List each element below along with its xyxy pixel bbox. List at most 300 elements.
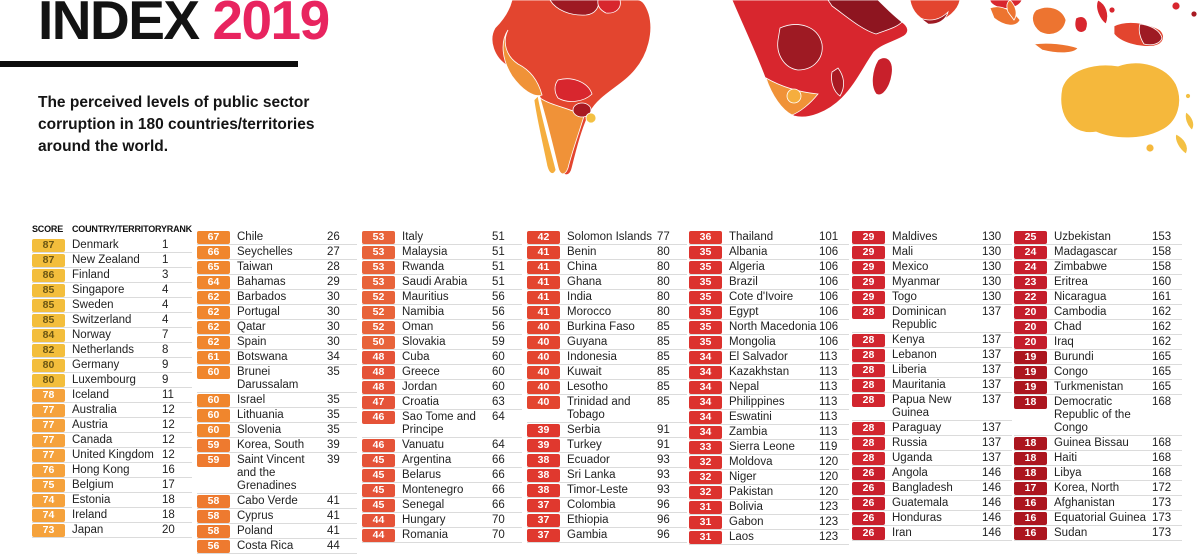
rank-value: 85 (657, 396, 670, 408)
score-badge: 20 (1014, 336, 1047, 349)
rank-value: 39 (327, 439, 340, 451)
table-row (689, 380, 849, 395)
country-name: Kenya (892, 334, 925, 346)
papua-new-guinea-region (1139, 24, 1162, 45)
country-name: Indonesia (567, 351, 617, 363)
rank-value: 130 (982, 246, 1002, 258)
score-badge: 44 (362, 514, 395, 527)
rank-value: 16 (162, 464, 175, 476)
country-name: Equatorial Guinea (1054, 512, 1147, 524)
table-row (527, 528, 687, 543)
table-row (32, 358, 192, 373)
rank-value: 27 (327, 246, 340, 258)
table-row (527, 290, 687, 305)
philippines-region (1097, 0, 1108, 24)
score-badge: 34 (689, 351, 722, 364)
table-row (197, 290, 357, 305)
rank-value: 18 (162, 509, 175, 521)
rank-value: 146 (982, 497, 1002, 509)
score-badge: 35 (689, 276, 722, 289)
rank-value: 28 (327, 261, 340, 273)
rank-value: 35 (327, 394, 340, 406)
country-name: Oman (402, 321, 434, 333)
table-row (197, 305, 357, 320)
table-row (852, 393, 1012, 421)
score-badge: 29 (852, 291, 885, 304)
score-badge: 37 (527, 514, 560, 527)
table-row (1014, 320, 1182, 335)
country-name: Spain (237, 336, 267, 348)
country-name: Australia (72, 404, 117, 416)
score-badge: 52 (362, 291, 395, 304)
table-row (689, 290, 849, 305)
rank-value: 168 (1152, 396, 1172, 408)
rank-value: 168 (1152, 452, 1172, 464)
rank-value: 26 (327, 231, 340, 243)
score-badge: 41 (527, 276, 560, 289)
score-badge: 34 (689, 396, 722, 409)
score-badge: 28 (852, 452, 885, 465)
country-name: Sri Lanka (567, 469, 616, 481)
title-divider (0, 61, 298, 67)
country-name: Mongolia (729, 336, 776, 348)
country-name: Germany (72, 359, 120, 371)
rank-value: 130 (982, 261, 1002, 273)
table-row (362, 230, 522, 245)
country-name: Costa Rica (237, 540, 294, 552)
table-row (527, 468, 687, 483)
score-badge: 39 (527, 424, 560, 437)
country-name: Slovakia (402, 336, 446, 348)
table-row (197, 509, 357, 524)
country-name: Mauritius (402, 291, 449, 303)
country-name: Saint Vincent and the Grenadines (237, 454, 305, 492)
score-badge: 64 (197, 276, 230, 289)
score-badge: 18 (1014, 452, 1047, 465)
table-row (689, 530, 849, 545)
country-name: Colombia (567, 499, 616, 511)
country-name: North Macedonia (729, 321, 817, 333)
rank-value: 85 (657, 321, 670, 333)
table-row (197, 245, 357, 260)
table-row (362, 245, 522, 260)
score-badge: 80 (32, 374, 65, 387)
country-name: Iceland (72, 389, 110, 401)
score-badge: 58 (197, 525, 230, 538)
rank-value: 7 (162, 329, 169, 341)
score-badge: 53 (362, 246, 395, 259)
score-badge: 82 (32, 344, 65, 357)
table-row (527, 438, 687, 453)
rank-value: 113 (819, 351, 838, 363)
rank-value: 35 (327, 366, 340, 378)
rank-value: 146 (982, 512, 1002, 524)
score-badge: 28 (852, 379, 885, 392)
table-row (689, 245, 849, 260)
score-badge: 78 (32, 389, 65, 402)
score-badge: 62 (197, 306, 230, 319)
score-badge: 77 (32, 434, 65, 447)
table-row (32, 238, 192, 253)
country-name: Netherlands (72, 344, 135, 356)
country-name: Botswana (237, 351, 288, 363)
score-badge: 38 (527, 454, 560, 467)
score-badge: 41 (527, 291, 560, 304)
table-row (689, 515, 849, 530)
country-name: Chile (237, 231, 264, 243)
country-name: Iran (892, 527, 912, 539)
country-name: Zambia (729, 426, 768, 438)
rank-value: 44 (327, 540, 340, 552)
fiji-dot (1186, 94, 1191, 99)
table-row (852, 496, 1012, 511)
country-name: New Zealand (72, 254, 140, 266)
table-row (689, 350, 849, 365)
score-badge: 29 (852, 246, 885, 259)
subtitle-text: The perceived levels of public sector corruption in 180 countries/territories around the world. (38, 94, 315, 155)
table-row (32, 478, 192, 493)
rank-value: 173 (1152, 512, 1172, 524)
score-badge: 85 (32, 284, 65, 297)
country-name: Bahamas (237, 276, 286, 288)
country-name: Hungary (402, 514, 446, 526)
score-badge: 66 (197, 246, 230, 259)
score-badge: 62 (197, 336, 230, 349)
country-name: Jordan (402, 381, 438, 393)
rank-column-header: RANK (166, 224, 192, 234)
score-badge: 35 (689, 246, 722, 259)
score-badge: 26 (852, 512, 885, 525)
country-name: Russia (892, 437, 928, 449)
score-badge: 26 (852, 527, 885, 540)
table-row (1014, 290, 1182, 305)
score-badge: 38 (527, 469, 560, 482)
rank-value: 85 (657, 381, 670, 393)
country-name: Lithuania (237, 409, 284, 421)
score-badge: 60 (197, 409, 230, 422)
country-name: Brazil (729, 276, 758, 288)
table-row (197, 539, 357, 554)
table-row (1014, 305, 1182, 320)
score-badge: 45 (362, 484, 395, 497)
table-row (852, 275, 1012, 290)
score-badge: 16 (1014, 512, 1047, 525)
score-badge: 47 (362, 396, 395, 409)
table-row (852, 260, 1012, 275)
table-row (1014, 365, 1182, 380)
page-title (38, 0, 329, 52)
table-row (32, 388, 192, 403)
rank-value: 106 (819, 246, 839, 258)
table-row (32, 448, 192, 463)
country-name: Slovenia (237, 424, 282, 436)
table-row (32, 523, 192, 538)
rank-value: 35 (327, 424, 340, 436)
table-row (1014, 230, 1182, 245)
score-badge: 80 (32, 359, 65, 372)
score-badge: 67 (197, 231, 230, 244)
table-row (197, 453, 357, 494)
world-map (450, 0, 1200, 200)
table-row (1014, 395, 1182, 436)
rank-value: 85 (657, 351, 670, 363)
rank-value: 130 (982, 291, 1002, 303)
score-badge: 37 (527, 499, 560, 512)
rank-value: 80 (657, 306, 670, 318)
country-name: Finland (72, 269, 110, 281)
table-row (689, 500, 849, 515)
ranking-column-1 (32, 224, 192, 538)
table-row (689, 395, 849, 410)
country-name: Iraq (1054, 336, 1074, 348)
rank-value: 106 (819, 276, 839, 288)
score-badge: 87 (32, 254, 65, 267)
score-badge: 74 (32, 494, 65, 507)
score-badge: 52 (362, 321, 395, 334)
score-badge: 75 (32, 479, 65, 492)
rank-value: 51 (492, 261, 505, 273)
score-badge: 76 (32, 464, 65, 477)
table-row (852, 363, 1012, 378)
country-name: Belarus (402, 469, 441, 481)
score-badge: 48 (362, 366, 395, 379)
country-name: Seychelles (237, 246, 293, 258)
score-badge: 16 (1014, 527, 1047, 540)
drc-region (778, 25, 823, 70)
country-name: El Salvador (729, 351, 788, 363)
table-row (852, 230, 1012, 245)
table-row (689, 485, 849, 500)
table-row (197, 350, 357, 365)
uruguay-region (586, 113, 596, 123)
rank-value: 106 (819, 336, 839, 348)
score-badge: 23 (1014, 276, 1047, 289)
rank-value: 161 (1152, 291, 1172, 303)
country-name: Cabo Verde (237, 495, 298, 507)
title-index: INDEX (38, 0, 199, 51)
score-badge: 20 (1014, 306, 1047, 319)
rank-value: 35 (327, 409, 340, 421)
score-badge: 26 (852, 497, 885, 510)
rank-value: 34 (327, 351, 340, 363)
rank-value: 39 (327, 454, 340, 466)
rank-value: 137 (982, 422, 1002, 434)
rank-value: 96 (657, 529, 670, 541)
rank-value: 93 (657, 469, 670, 481)
rank-value: 168 (1152, 467, 1172, 479)
table-row (1014, 245, 1182, 260)
score-badge: 25 (1014, 231, 1047, 244)
rank-value: 9 (162, 374, 169, 386)
philippines-island (1109, 7, 1115, 13)
rank-value: 93 (657, 454, 670, 466)
country-name: Qatar (237, 321, 266, 333)
table-row (852, 511, 1012, 526)
rank-value: 113 (819, 381, 838, 393)
rank-value: 173 (1152, 497, 1172, 509)
table-row (362, 468, 522, 483)
country-name: Cuba (402, 351, 430, 363)
country-name: Romania (402, 529, 449, 541)
table-row (689, 425, 849, 440)
table-row (852, 378, 1012, 393)
table-row (362, 260, 522, 275)
rank-value: 113 (819, 366, 838, 378)
rank-value: 66 (492, 499, 505, 511)
table-row (362, 395, 522, 410)
rank-value: 12 (162, 449, 175, 461)
country-name: Burkina Faso (567, 321, 635, 333)
country-name: Moldova (729, 456, 773, 468)
table-row (689, 275, 849, 290)
table-row (689, 365, 849, 380)
country-name: Mexico (892, 261, 929, 273)
rank-value: 60 (492, 381, 505, 393)
table-row (527, 335, 687, 350)
country-name: Nicaragua (1054, 291, 1107, 303)
rank-value: 8 (162, 344, 169, 356)
country-name: Greece (402, 366, 440, 378)
table-row (852, 305, 1012, 333)
table-row (852, 421, 1012, 436)
rank-value: 30 (327, 321, 340, 333)
country-name: Sudan (1054, 527, 1088, 539)
table-row (197, 438, 357, 453)
table-row (689, 335, 849, 350)
country-name: Austria (72, 419, 108, 431)
table-row (852, 290, 1012, 305)
score-badge: 35 (689, 321, 722, 334)
score-badge: 85 (32, 314, 65, 327)
ranking-column-2 (197, 230, 357, 554)
rank-value: 158 (1152, 261, 1172, 273)
rank-value: 120 (819, 456, 839, 468)
country-name: Egypt (729, 306, 759, 318)
rank-value: 165 (1152, 381, 1172, 393)
country-name: Norway (72, 329, 111, 341)
rank-value: 56 (492, 291, 505, 303)
country-name: Cyprus (237, 510, 274, 522)
table-row (1014, 350, 1182, 365)
table-row (197, 524, 357, 539)
table-row (362, 498, 522, 513)
score-badge: 40 (527, 321, 560, 334)
rank-value: 123 (819, 501, 839, 513)
table-row (527, 305, 687, 320)
java-region (1034, 43, 1078, 53)
score-badge: 35 (689, 261, 722, 274)
score-badge: 34 (689, 381, 722, 394)
table-row (852, 481, 1012, 496)
table-row (852, 245, 1012, 260)
table-row (197, 365, 357, 393)
score-badge: 46 (362, 411, 395, 424)
rank-value: 18 (162, 494, 175, 506)
country-name: Maldives (892, 231, 938, 243)
pacific-island-dot (1172, 2, 1180, 10)
rank-value: 4 (162, 314, 169, 326)
rank-value: 59 (492, 336, 505, 348)
table-row (852, 436, 1012, 451)
rank-value: 168 (1152, 437, 1172, 449)
rank-value: 85 (657, 366, 670, 378)
score-badge: 18 (1014, 467, 1047, 480)
score-badge: 77 (32, 449, 65, 462)
country-name: Bangladesh (892, 482, 953, 494)
rank-value: 146 (982, 467, 1002, 479)
table-row (527, 320, 687, 335)
rank-value: 96 (657, 514, 670, 526)
rank-value: 137 (982, 452, 1002, 464)
rank-value: 51 (492, 246, 505, 258)
table-row (689, 260, 849, 275)
rank-value: 162 (1152, 306, 1172, 318)
country-name: Gambia (567, 529, 608, 541)
score-badge: 59 (197, 439, 230, 452)
table-row (1014, 511, 1182, 526)
score-badge: 74 (32, 509, 65, 522)
table-row (527, 275, 687, 290)
rank-value: 56 (492, 306, 505, 318)
country-name: Haiti (1054, 452, 1078, 464)
score-badge: 45 (362, 454, 395, 467)
rank-value: 64 (492, 411, 505, 423)
rank-value: 80 (657, 291, 670, 303)
country-name: Papua New Guinea (892, 394, 952, 419)
title-year: 2019 (212, 0, 329, 51)
table-row (689, 410, 849, 425)
table-row (362, 275, 522, 290)
score-badge: 29 (852, 261, 885, 274)
score-badge: 18 (1014, 437, 1047, 450)
score-badge: 48 (362, 381, 395, 394)
rank-value: 91 (657, 439, 670, 451)
table-row (362, 483, 522, 498)
country-name: Switzerland (72, 314, 132, 326)
pacific-island-dot2 (1191, 11, 1197, 17)
rank-value: 106 (819, 291, 839, 303)
rank-value: 146 (982, 527, 1002, 539)
rank-value: 91 (657, 424, 670, 436)
country-name: Afghanistan (1054, 497, 1115, 509)
country-column-header: COUNTRY/TERRITORY (72, 224, 167, 234)
country-name: Pakistan (729, 486, 774, 498)
country-name: Sao Tome and Principe (402, 411, 476, 436)
score-badge: 45 (362, 469, 395, 482)
score-badge: 40 (527, 336, 560, 349)
rank-value: 165 (1152, 351, 1172, 363)
new-zealand-south-region (1176, 134, 1188, 154)
score-badge: 62 (197, 291, 230, 304)
table-row (197, 423, 357, 438)
table-row (362, 350, 522, 365)
rank-value: 106 (819, 321, 839, 333)
score-badge: 56 (197, 540, 230, 553)
table-row (197, 275, 357, 290)
score-badge: 40 (527, 396, 560, 409)
rank-value: 41 (327, 525, 340, 537)
country-name: Eritrea (1054, 276, 1088, 288)
table-row (527, 453, 687, 468)
rank-value: 130 (982, 276, 1002, 288)
table-row (689, 470, 849, 485)
score-badge: 84 (32, 329, 65, 342)
country-name: Algeria (729, 261, 765, 273)
rank-value: 41 (327, 495, 340, 507)
rank-value: 113 (819, 411, 838, 423)
score-badge: 41 (527, 306, 560, 319)
score-badge: 48 (362, 351, 395, 364)
